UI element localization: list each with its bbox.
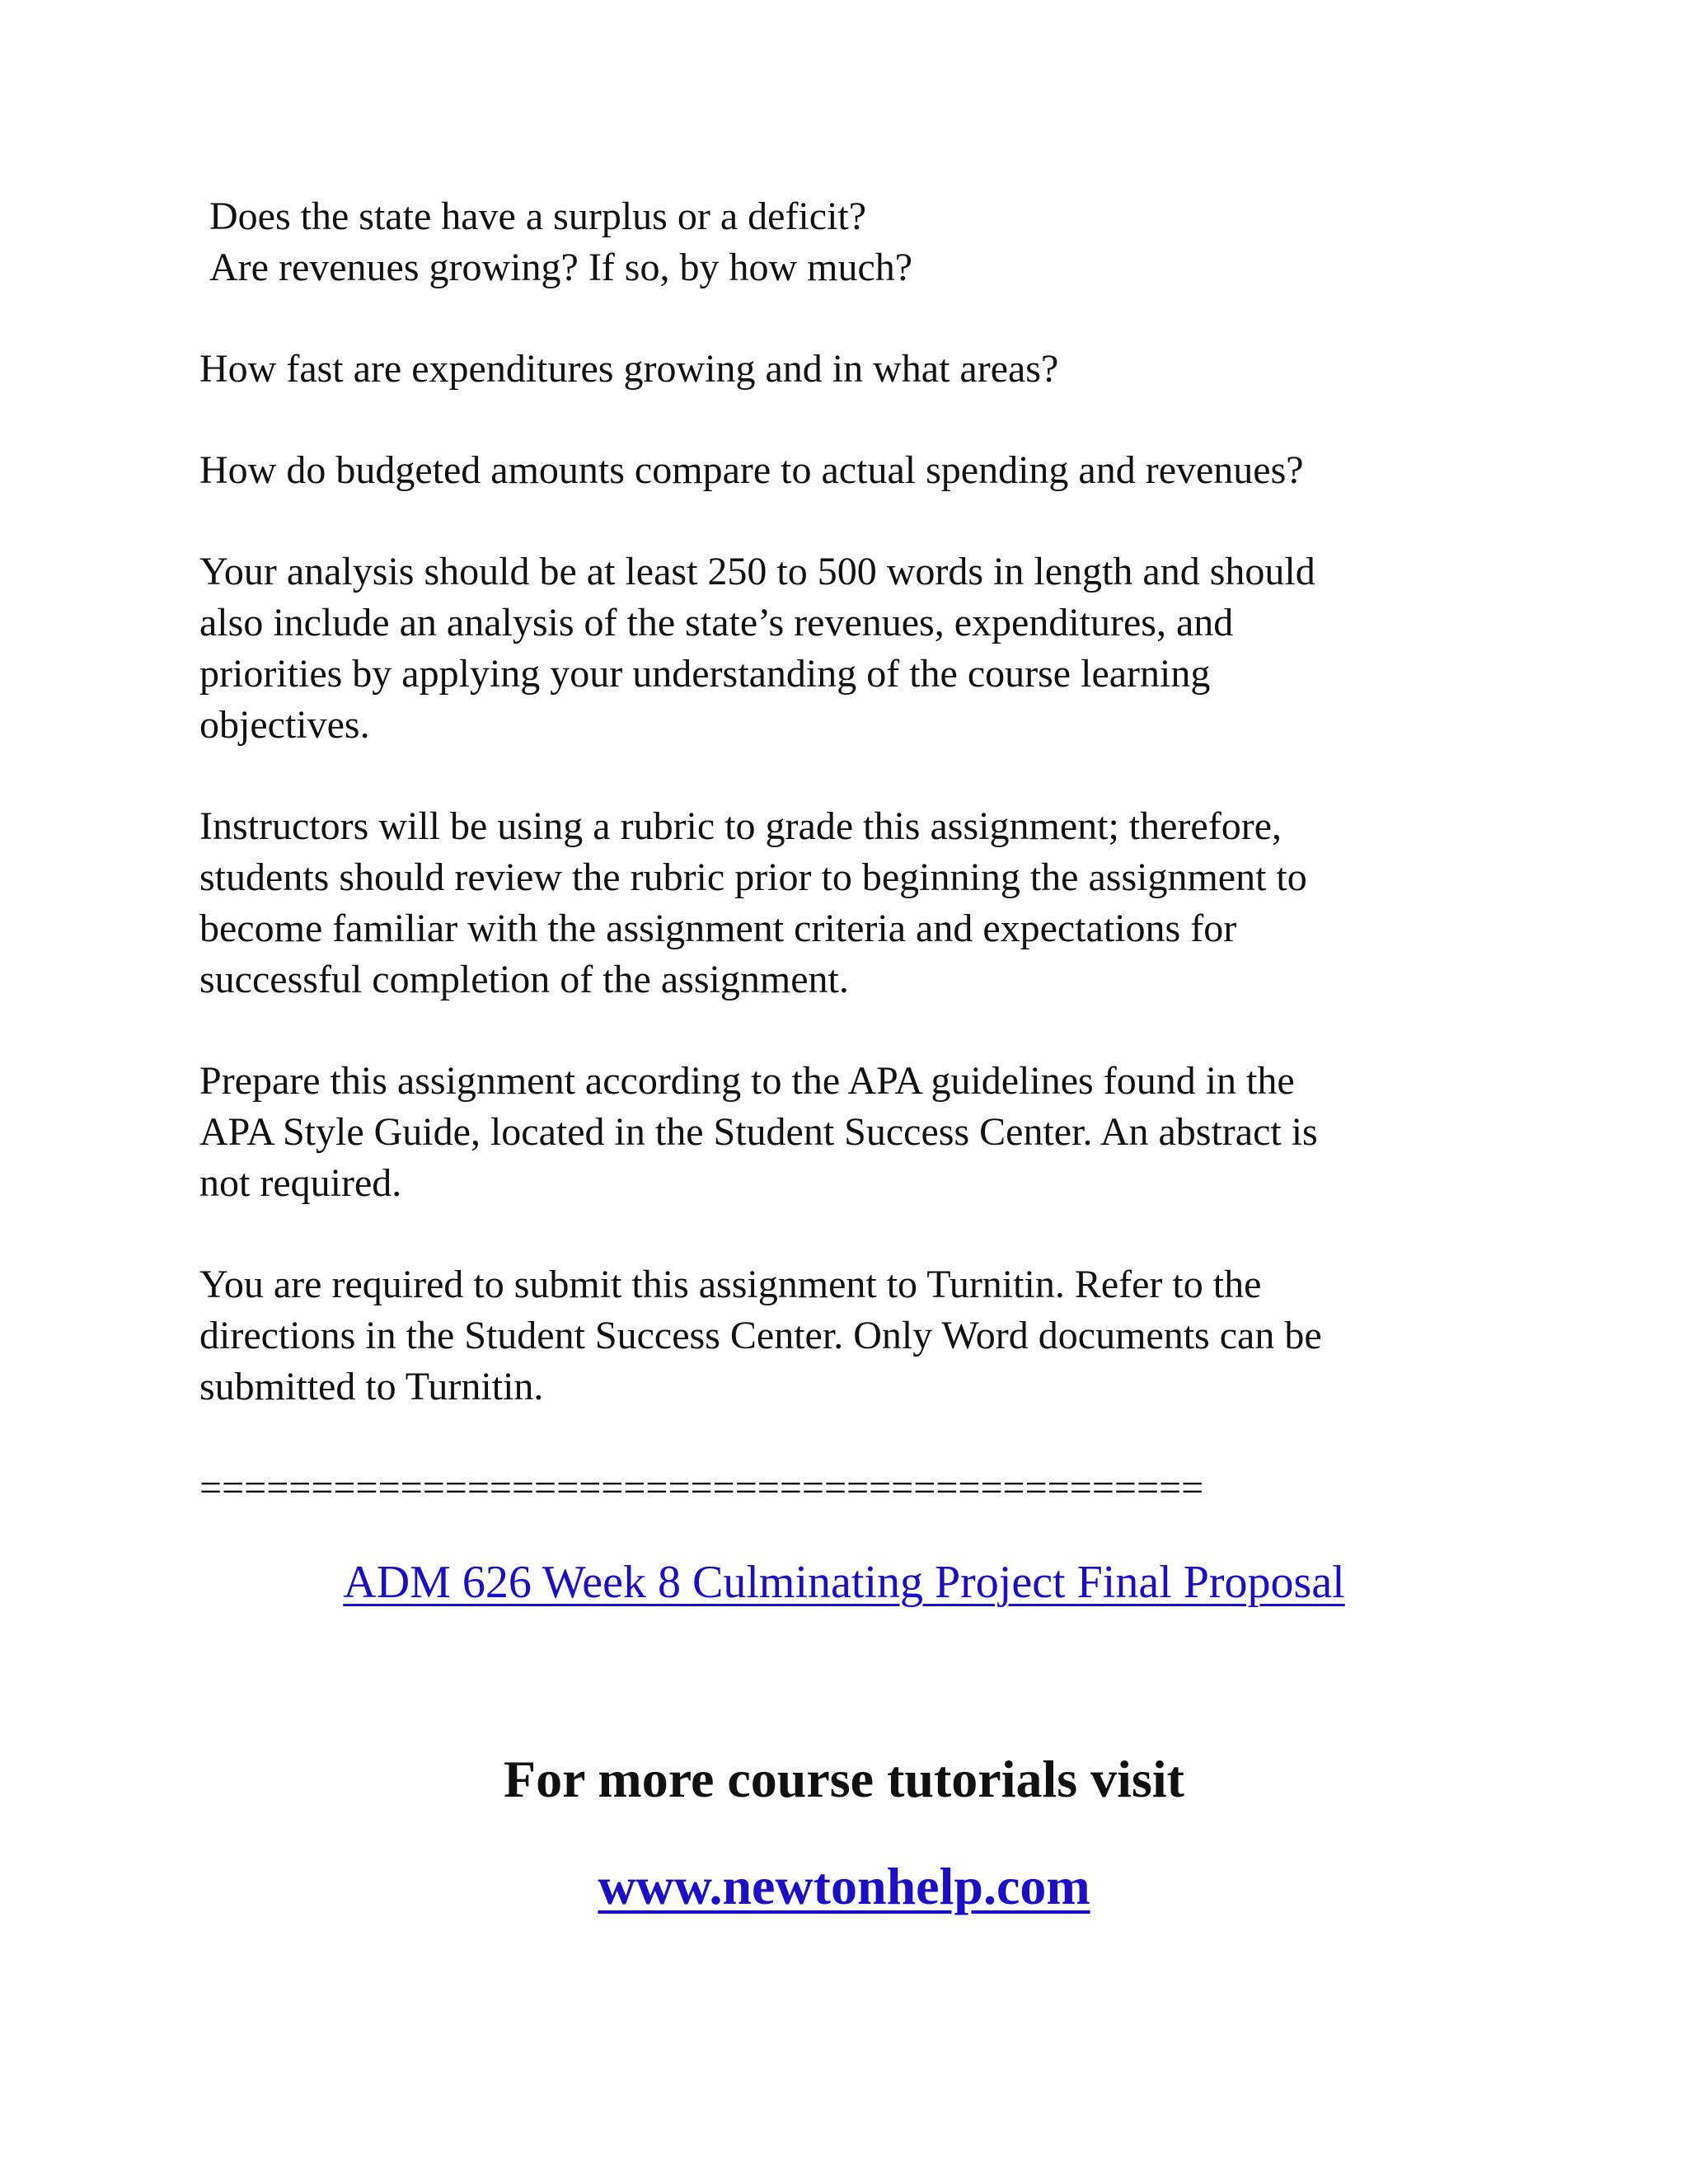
paragraph-line: How fast are expenditures growing and in what areas?	[199, 347, 1059, 391]
paragraph-line: priorities by applying your understanding of the course learning	[199, 652, 1211, 696]
visit-heading: For more course tutorials visit	[504, 1750, 1184, 1808]
paragraph-line: successful completion of the assignment.	[199, 958, 849, 1001]
paragraph-analysis	[199, 546, 1485, 751]
paragraph-budget	[199, 445, 1485, 496]
paragraph-line: not required.	[199, 1161, 402, 1205]
paragraph-turnitin	[199, 1259, 1485, 1413]
paragraph-line: directions in the Student Success Center. Only Word documents can be	[199, 1314, 1322, 1357]
paragraph-line: also include an analysis of the state’s revenues, expenditures, and	[199, 601, 1234, 644]
paragraph-line: Your analysis should be at least 250 to 500 words in length and should	[199, 550, 1315, 593]
question-block	[199, 191, 1485, 293]
separator-rule: =============================================	[199, 1466, 1204, 1510]
site-link[interactable]: www.newtonhelp.com	[598, 1857, 1090, 1915]
paragraph-rubric	[199, 801, 1485, 1005]
paragraph-line: students should review the rubric prior to beginning the assignment to	[199, 855, 1307, 899]
course-link[interactable]: ADM 626 Week 8 Culminating Project Final Proposal	[343, 1557, 1345, 1608]
paragraph-line: objectives.	[199, 703, 370, 747]
document-body	[199, 191, 1485, 1514]
paragraph-line: Prepare this assignment according to the APA guidelines found in the	[199, 1059, 1295, 1103]
paragraph-line: submitted to Turnitin.	[199, 1365, 544, 1408]
question-line: Are revenues growing? If so, by how much?	[209, 246, 913, 289]
paragraph-line: You are required to submit this assignment to Turnitin. Refer to the	[199, 1263, 1262, 1306]
question-line: Does the state have a surplus or a deficit?	[209, 194, 867, 238]
paragraph-apa	[199, 1056, 1485, 1209]
paragraph-line: APA Style Guide, located in the Student Success Center. An abstract is	[199, 1110, 1318, 1154]
paragraph-line: Instructors will be using a rubric to grade this assignment; therefore,	[199, 804, 1282, 848]
paragraph-expenditures	[199, 344, 1485, 395]
paragraph-line: become familiar with the assignment criteria and expectations for	[199, 907, 1237, 950]
paragraph-line: How do budgeted amounts compare to actual spending and revenues?	[199, 448, 1304, 492]
